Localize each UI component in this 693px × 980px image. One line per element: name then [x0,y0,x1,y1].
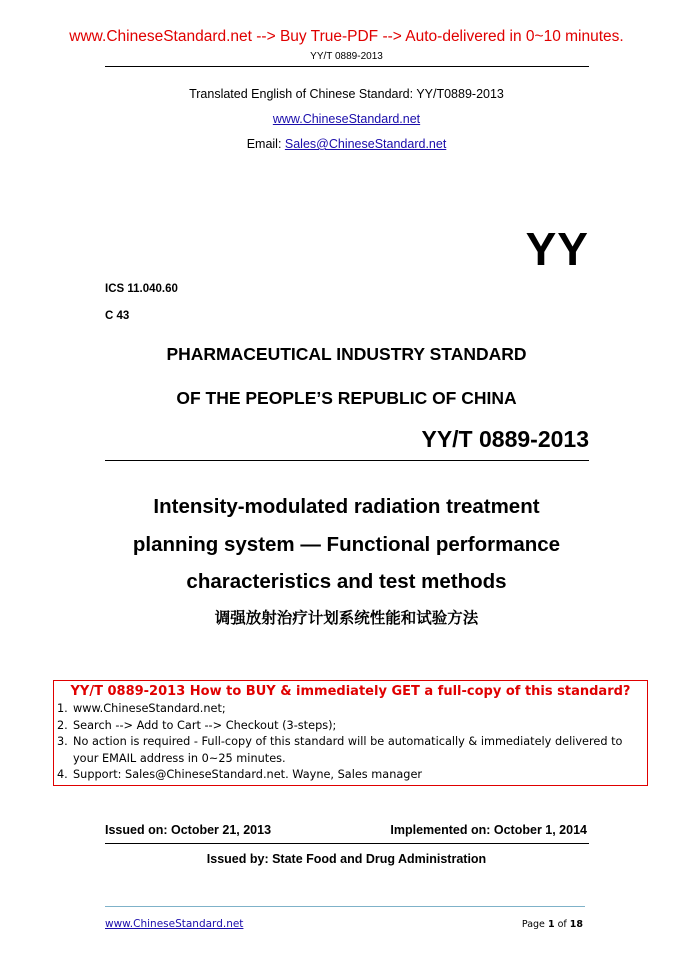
footer-divider [105,906,585,907]
title-line-2: planning system — Functional performance [132,533,561,556]
issued-date: Issued on: October 21, 2013 [105,823,272,837]
list-item [54,701,647,718]
issuing-body-line2: OF THE PEOPLE’S REPUBLIC OF CHINA [176,388,517,408]
issuing-body-line1: PHARMACEUTICAL INDUSTRY STANDARD [166,344,527,364]
classification-code: C 43 [105,310,130,322]
list-item-text: Support: Sales@ChineseStandard.net. Wayne, Sales manager [73,768,423,781]
translation-website [0,112,693,126]
email-label: Email: [246,137,285,151]
header-divider [105,66,589,67]
page-of: of [554,919,570,930]
list-item-text: www.ChineseStandard.net; [73,702,226,715]
page-current: 1 [547,919,555,930]
ics-code: ICS 11.040.60 [105,283,178,295]
issued-by: Issued by: State Food and Drug Administration [206,852,487,866]
page-label: Page [521,919,548,930]
footer-website [105,918,243,930]
running-header-code: YY/T 0889-2013 [310,51,383,62]
translation-note: Translated English of Chinese Standard: YY/T0889-2013 [189,87,504,101]
dates-divider [105,843,589,844]
footer-website-link[interactable]: www.ChineseStandard.net [105,918,244,930]
list-item-number: 2. [57,718,68,732]
title-line-3: characteristics and test methods [186,570,507,593]
purchase-info-box [53,680,648,786]
translation-email [0,137,693,151]
implemented-date: Implemented on: October 1, 2014 [390,823,587,837]
list-item-number: 1. [57,702,68,715]
list-item [54,734,647,767]
email-link[interactable]: Sales@ChineseStandard.net [284,137,447,151]
standard-logo-letters: YY [525,223,589,275]
top-banner-link[interactable]: www.ChineseStandard.net --> Buy True-PDF --> Auto-delivered in 0~10 minutes. [69,28,624,45]
purchase-steps-list [54,701,647,784]
list-item-number: 4. [57,768,68,781]
title-chinese: 调强放射治疗计划系统性能和试验方法 [214,609,479,627]
page-number [522,919,583,930]
page-total: 18 [569,919,583,930]
standard-number: YY/T 0889-2013 [421,426,589,452]
list-item-number: 3. [57,735,68,748]
list-item-text: Search --> Add to Cart --> Checkout (3-steps); [73,718,337,732]
website-link[interactable]: www.ChineseStandard.net [272,112,421,126]
title-divider [105,460,589,461]
list-item [54,718,647,735]
list-item [54,767,647,784]
list-item-text: No action is required - Full-copy of this standard will be automatically & immediately delivered to your EMAIL address in 0~25 minutes. [73,735,623,765]
title-line-1: Intensity-modulated radiation treatment [153,495,540,518]
purchase-box-title: YY/T 0889-2013 How to BUY & immediately GET a full-copy of this standard? [70,684,631,699]
